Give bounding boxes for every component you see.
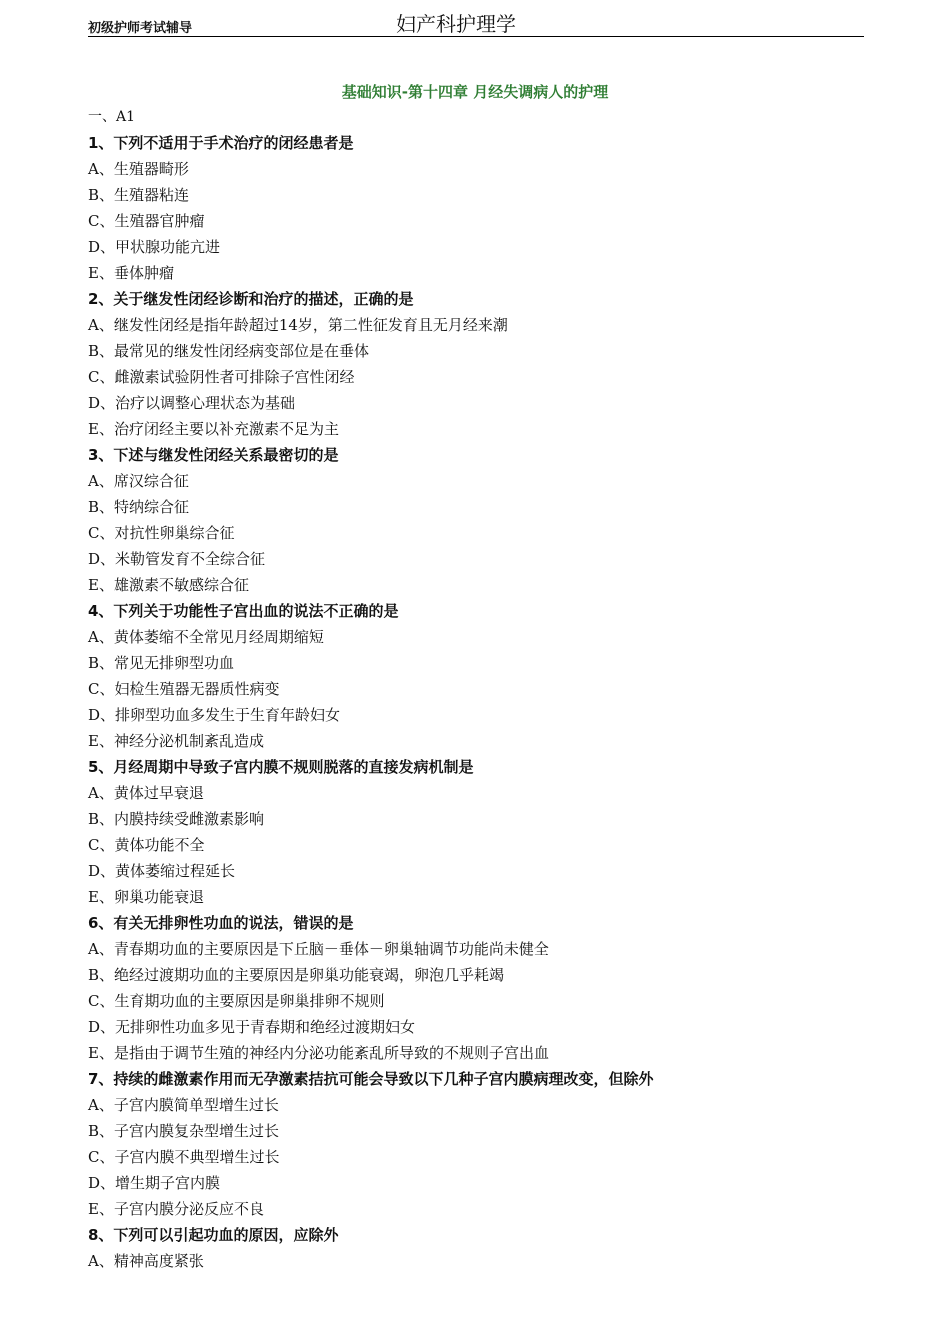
answer-option: C、黄体功能不全 xyxy=(88,836,205,854)
answer-option: D、排卵型功血多发生于生育年龄妇女 xyxy=(88,706,341,724)
answer-option: B、绝经过渡期功血的主要原因是卵巢功能衰竭，卵泡几乎耗竭 xyxy=(88,966,505,984)
answer-option: E、雄激素不敏感综合征 xyxy=(88,576,249,594)
document-title: 基础知识-第十四章 月经失调病人的护理 xyxy=(341,83,609,101)
answer-option: E、治疗闭经主要以补充激素不足为主 xyxy=(88,420,339,438)
question-stem: 3、下述与继发性闭经关系最密切的是 xyxy=(88,446,339,464)
answer-option: D、增生期子宫内膜 xyxy=(88,1174,221,1192)
answer-option: E、子宫内膜分泌反应不良 xyxy=(88,1200,264,1218)
answer-option: E、垂体肿瘤 xyxy=(88,264,174,282)
answer-option: E、卵巢功能衰退 xyxy=(88,888,204,906)
question-stem: 5、月经周期中导致子宫内膜不规则脱落的直接发病机制是 xyxy=(88,758,474,776)
question-stem: 8、下列可以引起功血的原因，应除外 xyxy=(88,1226,339,1244)
answer-option: D、无排卵性功血多见于青春期和绝经过渡期妇女 xyxy=(88,1018,416,1036)
answer-option: E、是指由于调节生殖的神经内分泌功能紊乱所导致的不规则子宫出血 xyxy=(88,1044,549,1062)
answer-option: A、精神高度紧张 xyxy=(88,1252,204,1270)
answer-option: D、治疗以调整心理状态为基础 xyxy=(88,394,296,412)
answer-option: A、子宫内膜简单型增生过长 xyxy=(88,1096,279,1114)
page-header xyxy=(88,8,864,37)
header-left-text: 初级护师考试辅导 xyxy=(88,21,193,36)
answer-option: D、甲状腺功能亢进 xyxy=(88,238,221,256)
answer-option: A、继发性闭经是指年龄超过14岁，第二性征发育且无月经来潮 xyxy=(88,316,508,334)
header-center-title: 妇产科护理学 xyxy=(396,12,516,36)
section-label: 一、A1 xyxy=(88,109,136,125)
question-stem: 1、下列不适用于手术治疗的闭经患者是 xyxy=(88,134,354,152)
answer-option: B、生殖器粘连 xyxy=(88,186,190,204)
answer-option: A、黄体过早衰退 xyxy=(88,784,204,802)
answer-option: D、黄体萎缩过程延长 xyxy=(88,862,236,880)
answer-option: A、生殖器畸形 xyxy=(88,160,189,178)
answer-option: C、生殖器官肿瘤 xyxy=(88,212,205,230)
answer-option: A、青春期功血的主要原因是下丘脑－垂体－卵巢轴调节功能尚未健全 xyxy=(88,940,549,958)
answer-option: C、子宫内膜不典型增生过长 xyxy=(88,1148,280,1166)
answer-option: B、特纳综合征 xyxy=(88,498,190,516)
answer-option: A、黄体萎缩不全常见月经周期缩短 xyxy=(88,628,324,646)
answer-option: E、神经分泌机制紊乱造成 xyxy=(88,732,264,750)
question-stem: 6、有关无排卵性功血的说法，错误的是 xyxy=(88,914,354,932)
answer-option: C、生育期功血的主要原因是卵巢排卵不规则 xyxy=(88,992,385,1010)
answer-option: D、米勒管发育不全综合征 xyxy=(88,550,266,568)
answer-option: C、对抗性卵巢综合征 xyxy=(88,524,235,542)
answer-option: C、雌激素试验阴性者可排除子宫性闭经 xyxy=(88,368,355,386)
answer-option: A、席汉综合征 xyxy=(88,472,189,490)
answer-option: B、最常见的继发性闭经病变部位是在垂体 xyxy=(88,342,370,360)
answer-option: C、妇检生殖器无器质性病变 xyxy=(88,680,280,698)
question-list xyxy=(88,130,888,1274)
question-stem: 4、下列关于功能性子宫出血的说法不正确的是 xyxy=(88,602,399,620)
answer-option: B、常见无排卵型功血 xyxy=(88,654,235,672)
answer-option: B、子宫内膜复杂型增生过长 xyxy=(88,1122,280,1140)
answer-option: B、内膜持续受雌激素影响 xyxy=(88,810,265,828)
question-stem: 2、关于继发性闭经诊断和治疗的描述，正确的是 xyxy=(88,290,414,308)
question-stem: 7、持续的雌激素作用而无孕激素拮抗可能会导致以下几种子宫内膜病理改变，但除外 xyxy=(88,1070,654,1088)
